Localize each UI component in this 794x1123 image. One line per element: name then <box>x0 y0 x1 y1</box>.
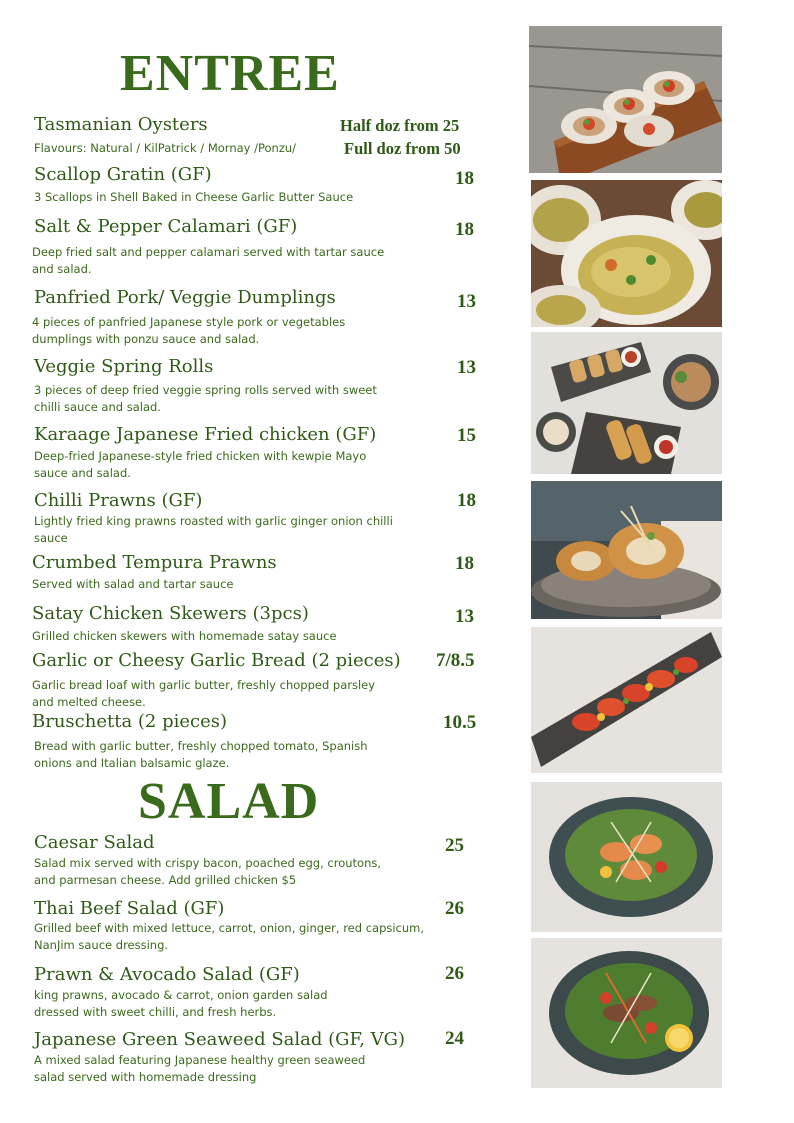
prawn-salad-photo <box>531 782 722 932</box>
item-name-spring-rolls: Veggie Spring Rolls <box>34 356 214 377</box>
item-price-bruschetta: 10.5 <box>443 712 477 733</box>
item-name-calamari: Salt & Pepper Calamari (GF) <box>34 216 298 237</box>
item-price-thai-beef: 26 <box>445 898 464 919</box>
item-desc-thai-beef-line2: NanJim sauce dressing. <box>34 938 169 952</box>
item-desc-tempura-prawns: Served with salad and tartar sauce <box>32 577 234 591</box>
item-desc-seaweed-line2: salad served with homemade dressing <box>34 1070 257 1084</box>
item-name-thai-beef: Thai Beef Salad (GF) <box>34 898 225 919</box>
dumplings-platter-photo <box>531 332 722 474</box>
item-name-seaweed: Japanese Green Seaweed Salad (GF, VG) <box>34 1029 406 1050</box>
item-desc-satay: Grilled chicken skewers with homemade satay sauce <box>32 629 337 643</box>
item-desc-karaage: Deep-fried Japanese-style fried chicken with kewpie Mayo sauce and salad. <box>34 449 367 480</box>
item-desc-scallop: 3 Scallops in Shell Baked in Cheese Garlic Butter Sauce <box>34 190 354 204</box>
item-name-prawn-avocado: Prawn & Avocado Salad (GF) <box>34 964 300 985</box>
calamari-photo <box>531 481 722 619</box>
item-name-dumplings: Panfried Pork/ Veggie Dumplings <box>34 287 336 308</box>
item-name-karaage: Karaage Japanese Fried chicken (GF) <box>34 424 377 445</box>
beef-salad-photo <box>531 938 722 1088</box>
item-name-caesar: Caesar Salad <box>34 832 155 853</box>
item-price-garlic-bread: 7/8.5 <box>436 650 475 671</box>
item-desc-oysters: Flavours: Natural / KilPatrick / Mornay /Ponzu/ <box>34 141 297 155</box>
item-price-seaweed: 24 <box>445 1028 464 1049</box>
item-name-scallop: Scallop Gratin (GF) <box>34 164 212 185</box>
item-desc-garlic-bread: Garlic bread loaf with garlic butter, freshly chopped parsley and melted cheese. <box>32 678 376 709</box>
item-price-scallop: 18 <box>455 168 474 189</box>
item-name-oysters: Tasmanian Oysters <box>34 114 208 135</box>
item-price-caesar: 25 <box>445 835 464 856</box>
scallops-photo <box>531 180 722 327</box>
item-desc-prawn-avocado-line1: king prawns, avocado & carrot, onion garden salad <box>34 988 328 1002</box>
item-desc-seaweed-line1: A mixed salad featuring Japanese healthy green seaweed <box>34 1053 366 1067</box>
item-desc-calamari: Deep fried salt and pepper calamari served with tartar sauce and salad. <box>32 245 385 276</box>
item-desc-chilli-prawns: Lightly fried king prawns roasted with garlic ginger onion chilli sauce <box>34 514 393 545</box>
item-desc-spring-rolls: 3 pieces of deep fried veggie spring rolls served with sweet chilli sauce and salad. <box>34 383 377 414</box>
item-price-spring-rolls: 13 <box>457 357 476 378</box>
item-desc-thai-beef-line1: Grilled beef with mixed lettuce, carrot, onion, ginger, red capsicum, <box>34 921 425 935</box>
oysters-full-price: Full doz from 50 <box>344 139 461 158</box>
item-price-satay: 13 <box>455 606 474 627</box>
item-name-bruschetta: Bruschetta (2 pieces) <box>32 711 228 732</box>
item-price-tempura-prawns: 18 <box>455 553 474 574</box>
item-desc-caesar-line1: Salad mix served with crispy bacon, poached egg, croutons, <box>34 856 382 870</box>
item-name-satay: Satay Chicken Skewers (3pcs) <box>32 603 309 624</box>
item-name-chilli-prawns: Chilli Prawns (GF) <box>34 490 203 511</box>
oysters-photo <box>529 26 722 173</box>
item-price-prawn-avocado: 26 <box>445 963 464 984</box>
item-desc-prawn-avocado-line2: dressed with sweet chilli, and fresh herbs. <box>34 1005 277 1019</box>
item-desc-bruschetta: Bread with garlic butter, freshly chopped tomato, Spanish onions and Italian balsamic glaze. <box>34 739 368 770</box>
skewers-photo <box>531 627 722 773</box>
item-price-calamari: 18 <box>455 219 474 240</box>
item-desc-dumplings: 4 pieces of panfried Japanese style pork or vegetables dumplings with ponzu sauce and salad. <box>32 315 346 346</box>
entree-heading: ENTREE <box>120 45 340 102</box>
item-price-chilli-prawns: 18 <box>457 490 476 511</box>
item-desc-caesar-line2: and parmesan cheese. Add grilled chicken $5 <box>34 873 297 887</box>
item-name-garlic-bread: Garlic or Cheesy Garlic Bread (2 pieces) <box>32 650 401 671</box>
item-name-tempura-prawns: Crumbed Tempura Prawns <box>32 552 277 573</box>
oysters-half-price: Half doz from 25 <box>340 116 460 135</box>
salad-heading: SALAD <box>138 773 320 830</box>
item-price-karaage: 15 <box>457 425 476 446</box>
item-price-dumplings: 13 <box>457 291 476 312</box>
